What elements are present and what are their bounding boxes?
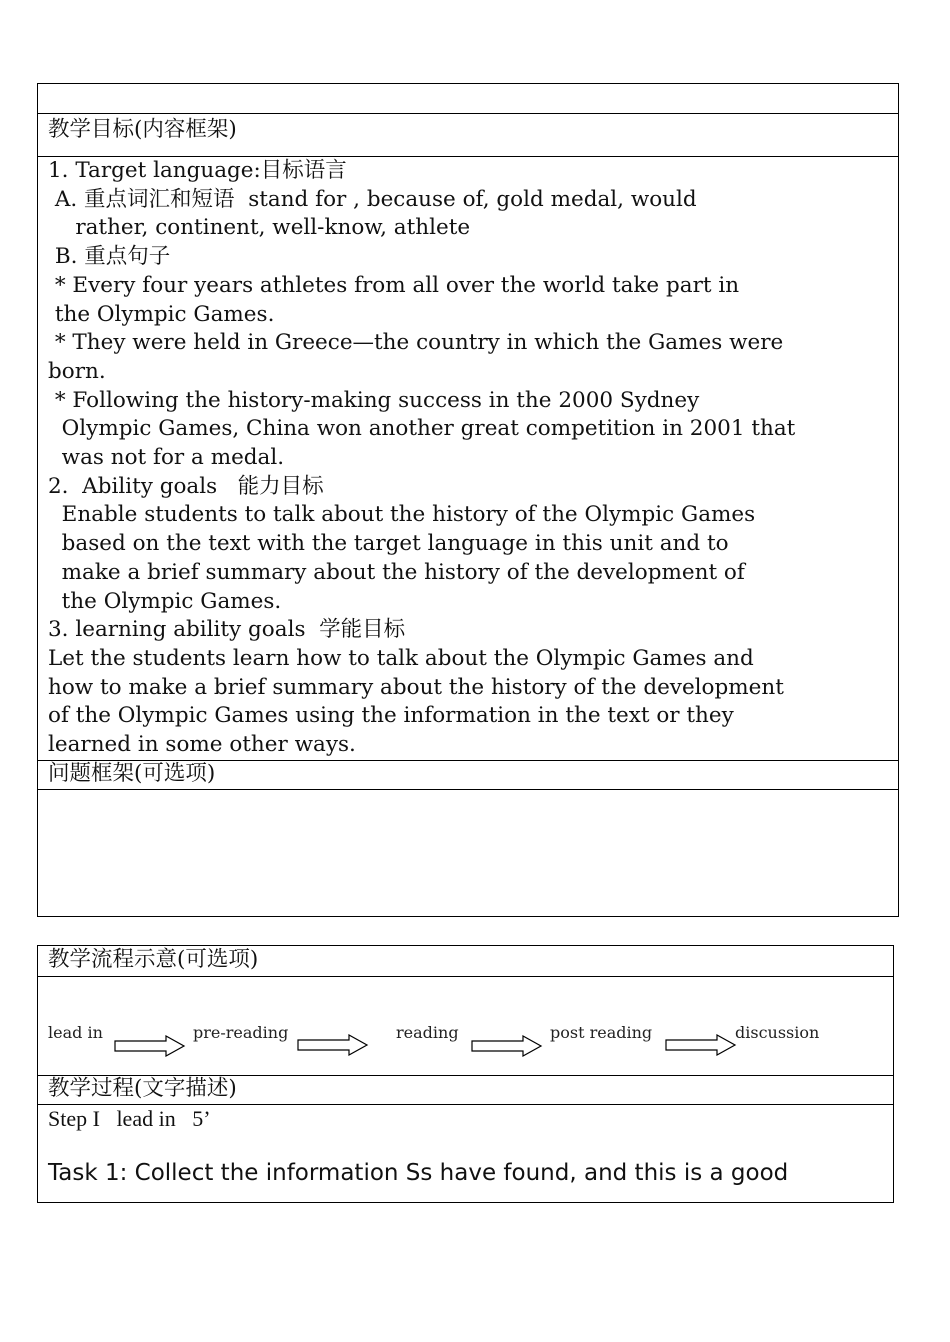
flow-diagram-row — [38, 976, 893, 1075]
goals-line: Let the students learn how to talk about the Olympic Games and — [48, 645, 754, 671]
goals-line: 3. learning ability goals 学能目标 — [48, 617, 406, 643]
goals-line: learned in some other ways. — [48, 732, 356, 757]
goals-line: of the Olympic Games using the information in the text or they — [48, 703, 734, 729]
goals-line: * Every four years athletes from all over the world take part in — [48, 272, 740, 298]
goals-line: was not for a medal. — [48, 445, 285, 470]
goals-line: the Olympic Games. — [48, 588, 282, 614]
flow-heading-row — [38, 946, 893, 976]
question-heading-row — [38, 760, 898, 789]
goals-line: rather, continent, well-know, athlete — [48, 215, 471, 241]
goals-line: A. 重点词汇和短语 stand for , because of, gold medal, would — [48, 186, 697, 212]
goals-line: 1. Target language:目标语言 — [48, 158, 347, 183]
goals-line: born. — [48, 358, 106, 384]
step-line: Step I lead in 5’ — [48, 1106, 211, 1131]
task-line: Task 1: Collect the information Ss have found, and this is a good — [48, 1160, 789, 1186]
question-content-row — [38, 789, 898, 916]
process-content-row — [38, 1104, 893, 1202]
goals-content-row — [38, 156, 898, 761]
goals-line: based on the text with the target language in this unit and to — [48, 531, 729, 557]
teaching-goals-table — [37, 83, 899, 917]
flow-arrow-icon — [114, 1035, 186, 1057]
flow-arrow-icon — [297, 1034, 369, 1056]
goals-line: make a brief summary about the history of the development of — [48, 559, 745, 585]
goals-line: the Olympic Games. — [48, 301, 275, 327]
flow-step-lead-in: lead in — [48, 1023, 103, 1042]
flow-heading: 教学流程示意(可选项) — [48, 947, 259, 972]
flow-arrow-icon — [471, 1035, 543, 1057]
goals-heading: 教学目标(内容框架) — [48, 117, 237, 142]
goals-line: Enable students to talk about the history of the Olympic Games — [48, 502, 756, 528]
process-heading: 教学过程(文字描述) — [48, 1076, 237, 1101]
teaching-process-table — [37, 945, 894, 1203]
goals-line: * Following the history-making success in the 2000 Sydney — [48, 387, 700, 413]
question-heading: 问题框架(可选项) — [48, 761, 216, 786]
goals-heading-row — [38, 113, 898, 156]
flow-step-discussion: discussion — [735, 1023, 820, 1042]
goals-line: how to make a brief summary about the history of the development — [48, 674, 784, 700]
process-heading-row — [38, 1075, 893, 1104]
goals-line: B. 重点句子 — [48, 244, 171, 270]
flow-step-pre-reading: pre-reading — [193, 1023, 289, 1042]
flow-step-post-reading: post reading — [550, 1023, 653, 1042]
table-header-row — [38, 84, 898, 113]
goals-line: * They were held in Greece—the country in which the Games were — [48, 330, 784, 356]
goals-line: Olympic Games, China won another great competition in 2001 that — [48, 416, 796, 442]
flow-step-reading: reading — [396, 1023, 459, 1042]
flow-arrow-icon — [665, 1034, 737, 1056]
goals-line: 2. Ability goals 能力目标 — [48, 473, 324, 499]
